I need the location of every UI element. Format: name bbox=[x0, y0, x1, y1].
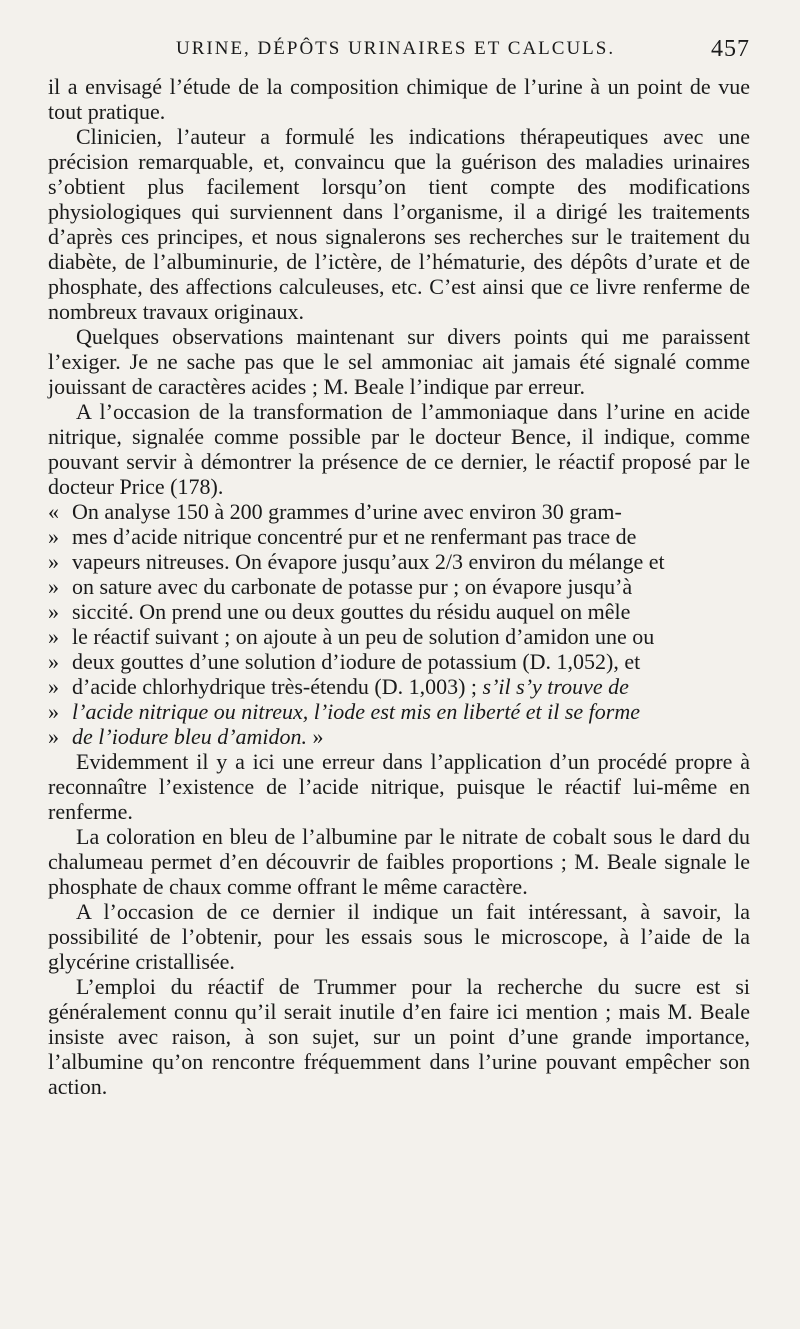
paragraph-acide-nitrique: A l’occasion de la transformation de l’ammoniaque dans l’urine en acide nitrique, signalée comme possible par le docteur Bence, il indique, comme pouvant servir à démontrer la présence de ce dernier, le réactif proposé par le docteur Price (178). bbox=[48, 399, 750, 499]
quote-line bbox=[48, 524, 750, 549]
quote-line bbox=[48, 599, 750, 624]
quote-line bbox=[48, 624, 750, 649]
quote-line-text: mes d’acide nitrique concentré pur et ne renfermant pas trace de bbox=[72, 524, 637, 549]
quote-close-mark: » bbox=[307, 724, 324, 749]
quote-line bbox=[48, 549, 750, 574]
quote-line-text: deux gouttes d’une solution d’iodure de potassium (D. 1,052), et bbox=[72, 649, 641, 674]
paragraph-trummer: L’emploi du réactif de Trummer pour la recherche du sucre est si généralement connu qu’il serait inutile d’en faire ici mention ; mais M. Beale insiste avec raison, à son sujet, sur un point d’une grande importance, l’albumine qu’on rencontre fréquemment dans l’urine pouvant empêcher son action. bbox=[48, 974, 750, 1099]
paragraph-evidemment: Evidemment il y a ici une erreur dans l’application d’un procédé propre à reconnaître l’existence de l’acide nitrique, puisque le réactif lui-même en renferme. bbox=[48, 749, 750, 824]
quote-mark: » bbox=[48, 724, 59, 749]
quote-mark: « bbox=[48, 499, 59, 524]
quote-line-text: d’acide chlorhydrique très-étendu (D. 1,003) ; bbox=[72, 674, 483, 699]
quote-line bbox=[48, 499, 750, 524]
quote-line bbox=[48, 699, 750, 724]
paragraph-continuation: il a envisagé l’étude de la composition chimique de l’urine à un point de vue tout pratique. bbox=[48, 74, 750, 124]
quote-line bbox=[48, 674, 750, 699]
running-title: URINE, DÉPÔTS URINAIRES ET CALCULS. bbox=[176, 38, 616, 59]
page-number: 457 bbox=[711, 36, 750, 62]
quote-line-text: le réactif suivant ; on ajoute à un peu de solution d’amidon une ou bbox=[72, 624, 655, 649]
quote-mark: » bbox=[48, 524, 59, 549]
quote-mark: » bbox=[48, 699, 59, 724]
quote-mark: » bbox=[48, 549, 59, 574]
quote-line-text: On analyse 150 à 200 grammes d’urine avec environ 30 gram- bbox=[72, 499, 622, 524]
quote-mark: » bbox=[48, 574, 59, 599]
quote-line bbox=[48, 649, 750, 674]
paragraph-dernier: A l’occasion de ce dernier il indique un fait intéressant, à savoir, la possibilité de l’obtenir, pour les essais sous le microscope, à l’aide de la glycérine cristallisée. bbox=[48, 899, 750, 974]
quote-mark: » bbox=[48, 599, 59, 624]
quote-line-italic: l’acide nitrique ou nitreux, l’iode est mis en liberté et il se forme bbox=[72, 699, 641, 724]
quote-mark: » bbox=[48, 624, 59, 649]
running-head bbox=[48, 28, 750, 68]
quote-mark: » bbox=[48, 649, 59, 674]
paragraph-observations: Quelques observations maintenant sur divers points qui me paraissent l’exiger. Je ne sache pas que le sel ammoniac ait jamais été signalé comme jouissant de caractères acides ; M. Beale l’indique par erreur. bbox=[48, 324, 750, 399]
quote-line-text: on sature avec du carbonate de potasse pur ; on évapore jusqu’à bbox=[72, 574, 633, 599]
paragraph-coloration: La coloration en bleu de l’albumine par le nitrate de cobalt sous le dard du chalumeau permet d’en découvrir de faibles proportions ; M. Beale signale le phosphate de chaux comme offrant le même caractère. bbox=[48, 824, 750, 899]
quote-line-italic: s’il s’y trouve de bbox=[482, 674, 629, 699]
quote-line-italic: de l’iodure bleu d’amidon. bbox=[72, 724, 308, 749]
body-text bbox=[48, 74, 750, 1099]
quote-line bbox=[48, 724, 750, 749]
quote-line-text: vapeurs nitreuses. On évapore jusqu’aux 2/3 environ du mélange et bbox=[72, 549, 665, 574]
quote-mark: » bbox=[48, 674, 59, 699]
quote-line bbox=[48, 574, 750, 599]
paragraph-clinicien: Clinicien, l’auteur a formulé les indications thérapeutiques avec une précision remarquable, et, convaincu que la guérison des maladies urinaires s’obtient plus facilement lorsqu’on tient compte des modifications physiologiques qui surviennent dans l’organisme, il a dirigé les traitements d’après ces principes, et nous signalerons ses recherches sur le traitement du diabète, de l’albuminurie, de l’ictère, de l’hématurie, des dépôts d’urate et de phosphate, des affections calculeuses, etc. C’est ainsi que ce livre renferme de nombreux travaux originaux. bbox=[48, 124, 750, 324]
block-quote bbox=[48, 499, 750, 749]
quote-line-text: siccité. On prend une ou deux gouttes du résidu auquel on mêle bbox=[72, 599, 631, 624]
